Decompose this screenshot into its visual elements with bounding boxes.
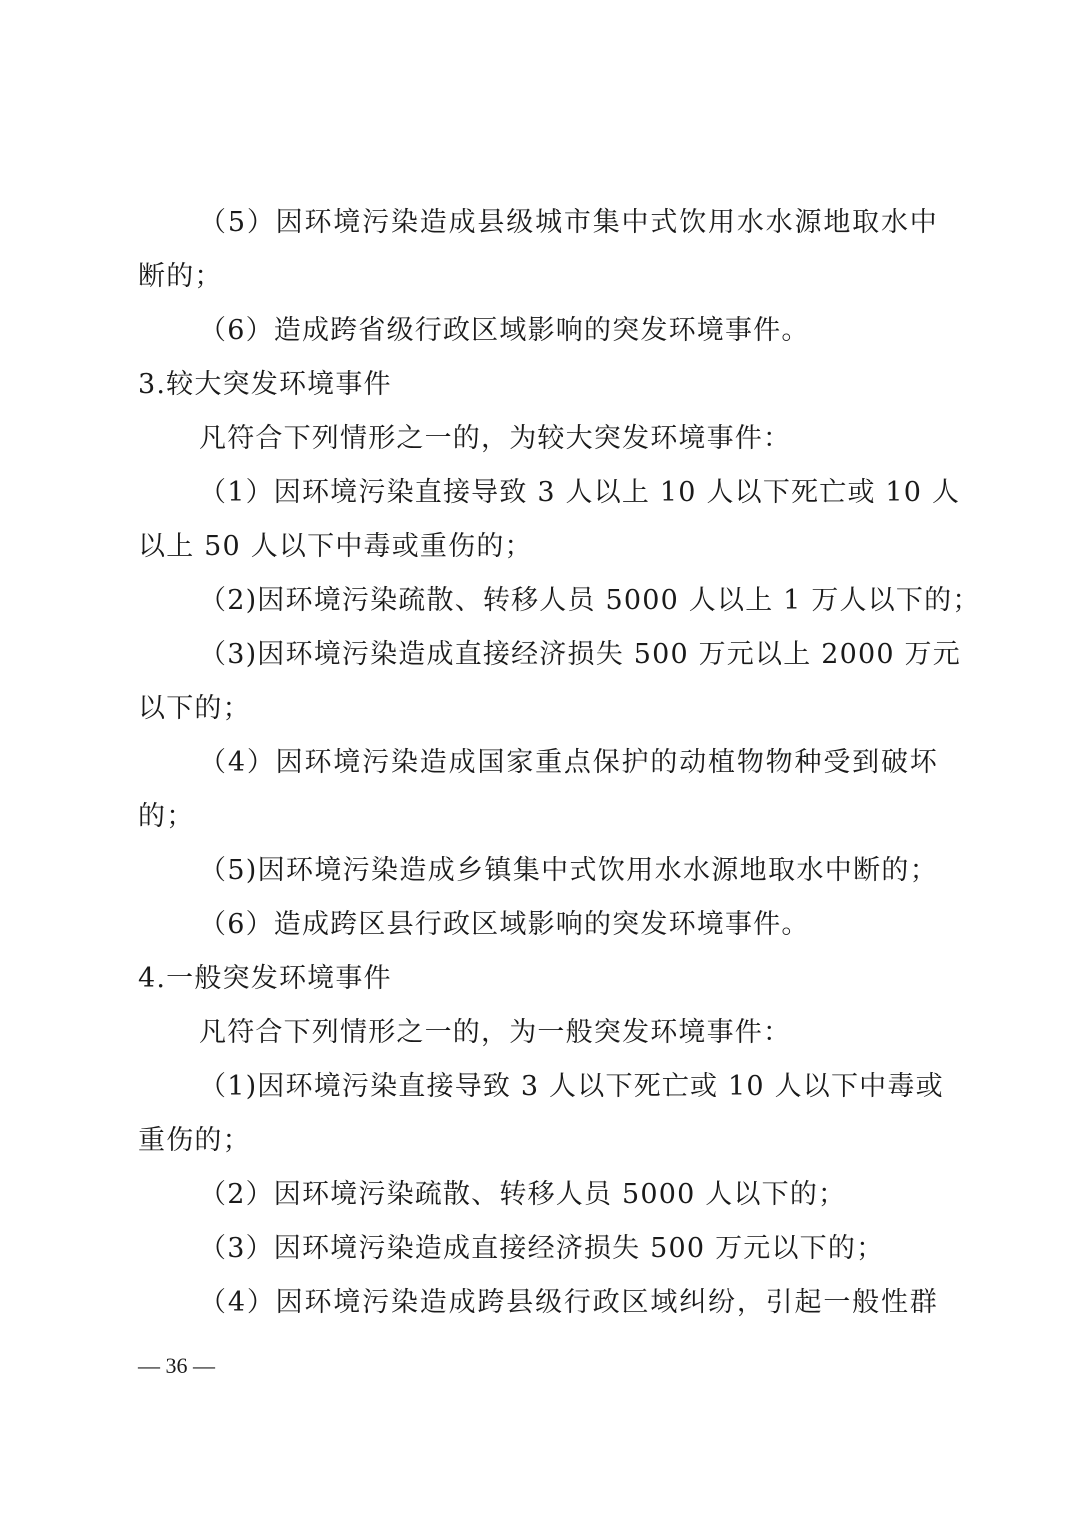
text-line: （2)因环境污染疏散、转移人员 5000 人以上 1 万人以下的； xyxy=(199,585,981,616)
section-heading: 3.较大突发环境事件 xyxy=(138,369,392,400)
text-line: 断的； xyxy=(138,261,223,292)
text-line: （3)因环境污染造成直接经济损失 500 万元以上 2000 万元 xyxy=(199,639,961,670)
text-line: （4）因环境污染造成跨县级行政区域纠纷，引起一般性群 xyxy=(199,1287,938,1318)
text-line: 凡符合下列情形之一的，为一般突发环境事件： xyxy=(199,1017,792,1048)
text-line: （1)因环境污染直接导致 3 人以下死亡或 10 人以下中毒或 xyxy=(199,1071,944,1102)
text-line: （5)因环境污染造成乡镇集中式饮用水水源地取水中断的； xyxy=(199,855,938,886)
text-line: （1）因环境污染直接导致 3 人以上 10 人以下死亡或 10 人 xyxy=(199,477,961,508)
text-line: 凡符合下列情形之一的，为较大突发环境事件： xyxy=(199,423,792,454)
text-line: （5）因环境污染造成县级城市集中式饮用水水源地取水中 xyxy=(199,207,938,238)
text-line: （3）因环境污染造成直接经济损失 500 万元以下的； xyxy=(199,1233,885,1264)
text-line: （6）造成跨区县行政区域影响的突发环境事件。 xyxy=(199,909,810,940)
text-line: （2）因环境污染疏散、转移人员 5000 人以下的； xyxy=(199,1179,847,1210)
text-line: 以上 50 人以下中毒或重伤的； xyxy=(138,531,533,562)
text-line: 以下的； xyxy=(138,693,251,724)
text-line: （4）因环境污染造成国家重点保护的动植物物种受到破坏 xyxy=(199,747,938,778)
section-heading: 4.一般突发环境事件 xyxy=(138,963,392,994)
text-line: 重伤的； xyxy=(138,1125,251,1156)
page-number: — 36 — xyxy=(138,1353,215,1378)
text-line: 的； xyxy=(138,801,195,832)
text-line: （6）造成跨省级行政区域影响的突发环境事件。 xyxy=(199,315,810,346)
